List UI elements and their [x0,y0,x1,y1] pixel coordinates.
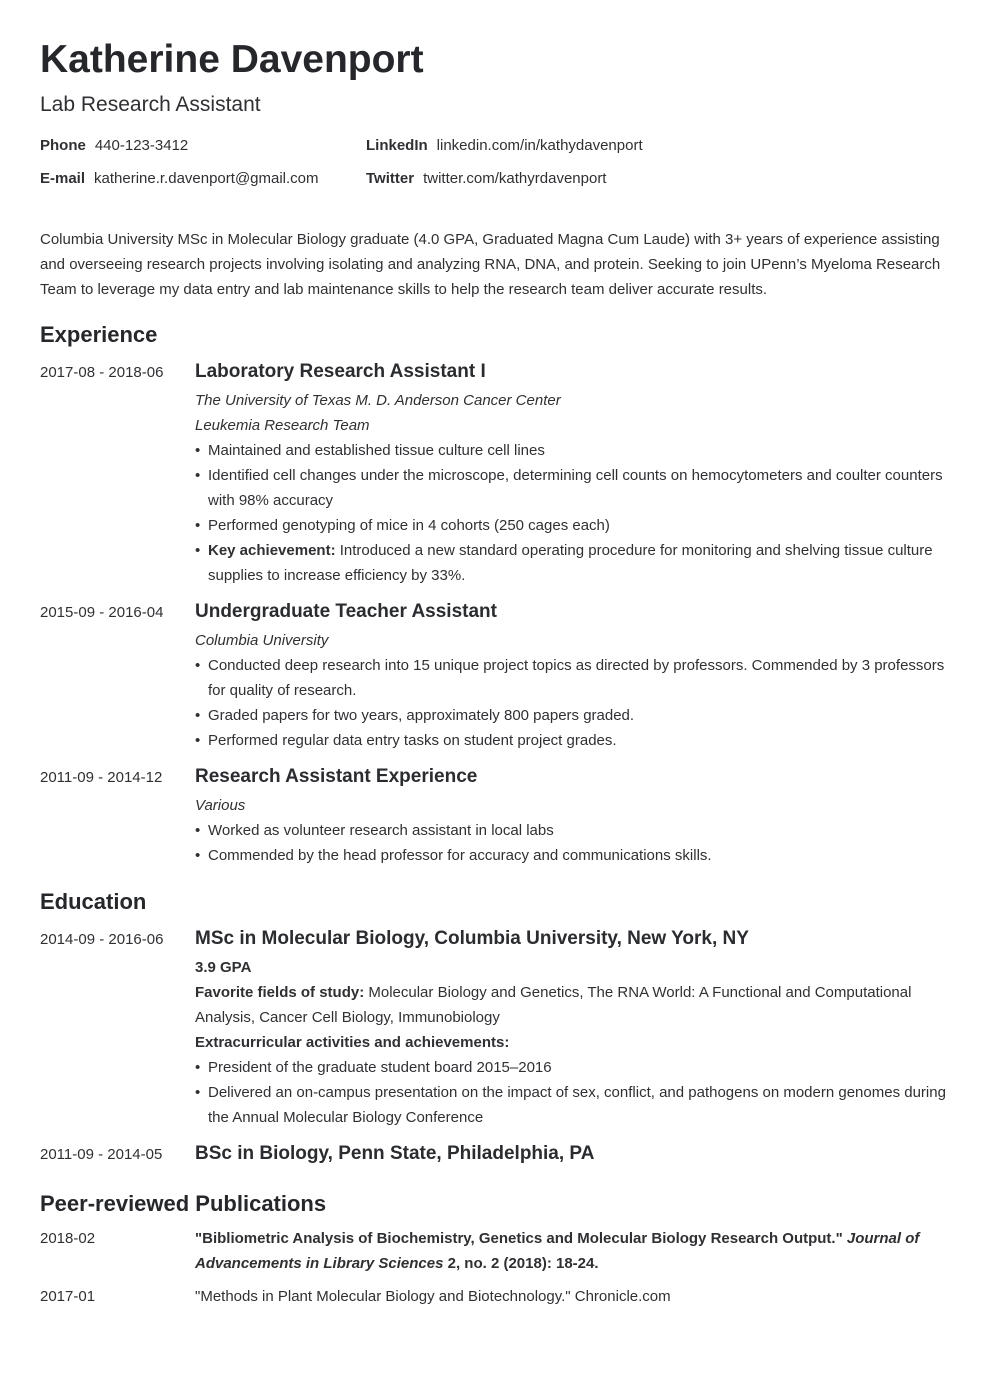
publication-details: 2, no. 2 (2018): 18-24. [447,1255,599,1272]
list-item: • Conducted deep research into 15 unique project topics as directed by professors. Commended by 3 professors for quality of research. [195,653,950,703]
entry-title: Laboratory Research Assistant I [195,361,486,382]
entry-title: MSc in Molecular Biology, Columbia University, New York, NY [195,928,749,949]
list-item [195,538,950,588]
publication-date: 2018-02 [40,1230,96,1247]
entry-dates: 2015-09 - 2016-04 [40,604,164,621]
entry-body [195,764,950,868]
publication-journal: Journal of Advancements in Library Sciences [195,1230,920,1272]
entry-bullets [195,438,950,588]
entry-dates: 2011-09 - 2014-12 [40,769,163,786]
list-item: • Delivered an on-campus presentation on the impact of sex, conflict, and pathogens on modern genomes during the Annual Molecular Biology Conference [195,1080,950,1130]
candidate-name: Katherine Davenport [40,38,424,81]
publications-heading: Peer-reviewed Publications [40,1191,327,1216]
entry-dates: 2014-09 - 2016-06 [40,931,164,948]
key-achievement-text: Introduced a new standard operating procedure for monitoring and shelving tissue culture supplies to increase efficiency by 33%. [208,542,933,584]
contact-email [40,169,319,189]
entry-organization: Various [195,797,246,814]
list-item: • Performed regular data entry tasks on student project grades. [195,728,950,753]
entry-dates: 2011-09 - 2014-05 [40,1146,163,1163]
candidate-role: Lab Research Assistant [40,93,261,116]
favorite-fields-text: Molecular Biology and Genetics, The RNA World: A Functional and Computational Analysis, Cancer Cell Biology, Immunobiology [195,984,912,1026]
contact-twitter [366,169,606,189]
phone-value[interactable]: 440-123-3412 [94,137,189,154]
entry-title: Research Assistant Experience [195,766,478,787]
entry-body [195,926,950,1130]
entry-organization: The University of Texas M. D. Anderson Cancer Center [195,392,561,409]
list-item: • Graded papers for two years, approximately 800 papers graded. [195,703,950,728]
linkedin-link[interactable]: linkedin.com/in/kathydavenport [436,137,643,154]
entry-body [195,359,950,588]
list-item: • Identified cell changes under the microscope, determining cell counts on hemocytometers and coulter counters with 98% accuracy [195,463,950,513]
contact-block [40,136,950,206]
publication-title: "Bibliometric Analysis of Biochemistry, Genetics and Molecular Biology Research Output." [195,1230,843,1247]
extracurricular-label: Extracurricular activities and achievements: [195,1034,510,1051]
email-link[interactable]: katherine.r.davenport@gmail.com [94,170,319,187]
entry-bullets [195,818,950,868]
key-achievement-label: Key achievement: [208,542,336,559]
entry-body [195,599,950,753]
twitter-link[interactable]: twitter.com/kathyrdavenport [423,170,607,187]
contact-phone [40,136,188,156]
favorite-fields [195,980,950,1030]
entry-organization: Columbia University [195,632,329,649]
list-item: • Commended by the head professor for accuracy and communications skills. [195,843,950,868]
list-item: • Maintained and established tissue culture cell lines [195,438,950,463]
entry-title: BSc in Biology, Penn State, Philadelphia, PA [195,1143,595,1164]
favorite-fields-label: Favorite fields of study: [195,984,365,1001]
gpa: 3.9 GPA [195,959,252,976]
experience-heading: Experience [40,322,158,347]
summary-paragraph: Columbia University MSc in Molecular Biology graduate (4.0 GPA, Graduated Magna Cum Laude) with 3+ years of experience assisting and overseeing research projects involving isolating and analyzing RNA, DNA, and protein. Seeking to join UPenn’s Myeloma Research Team to leverage my data entry and lab maintenance skills to help the research team deliver accurate results. [40,231,941,298]
entry-team: Leukemia Research Team [195,417,370,434]
phone-label: Phone [40,137,86,154]
email-label: E-mail [40,170,86,187]
publication-citation [195,1226,950,1276]
list-item: • Worked as volunteer research assistant in local labs [195,818,950,843]
twitter-label: Twitter [366,170,415,187]
publication-citation: "Methods in Plant Molecular Biology and Biotechnology." Chronicle.com [195,1288,671,1305]
resume-page [0,0,990,206]
contact-linkedin [366,136,643,156]
entry-bullets [195,653,950,753]
list-item: • Performed genotyping of mice in 4 cohorts (250 cages each) [195,513,950,538]
list-item: • President of the graduate student board 2015–2016 [195,1055,950,1080]
education-heading: Education [40,889,147,914]
linkedin-label: LinkedIn [366,137,428,154]
entry-bullets [195,1055,950,1130]
entry-title: Undergraduate Teacher Assistant [195,601,497,622]
entry-body [195,1141,950,1170]
publication-date: 2017-01 [40,1288,96,1305]
entry-dates: 2017-08 - 2018-06 [40,364,164,381]
